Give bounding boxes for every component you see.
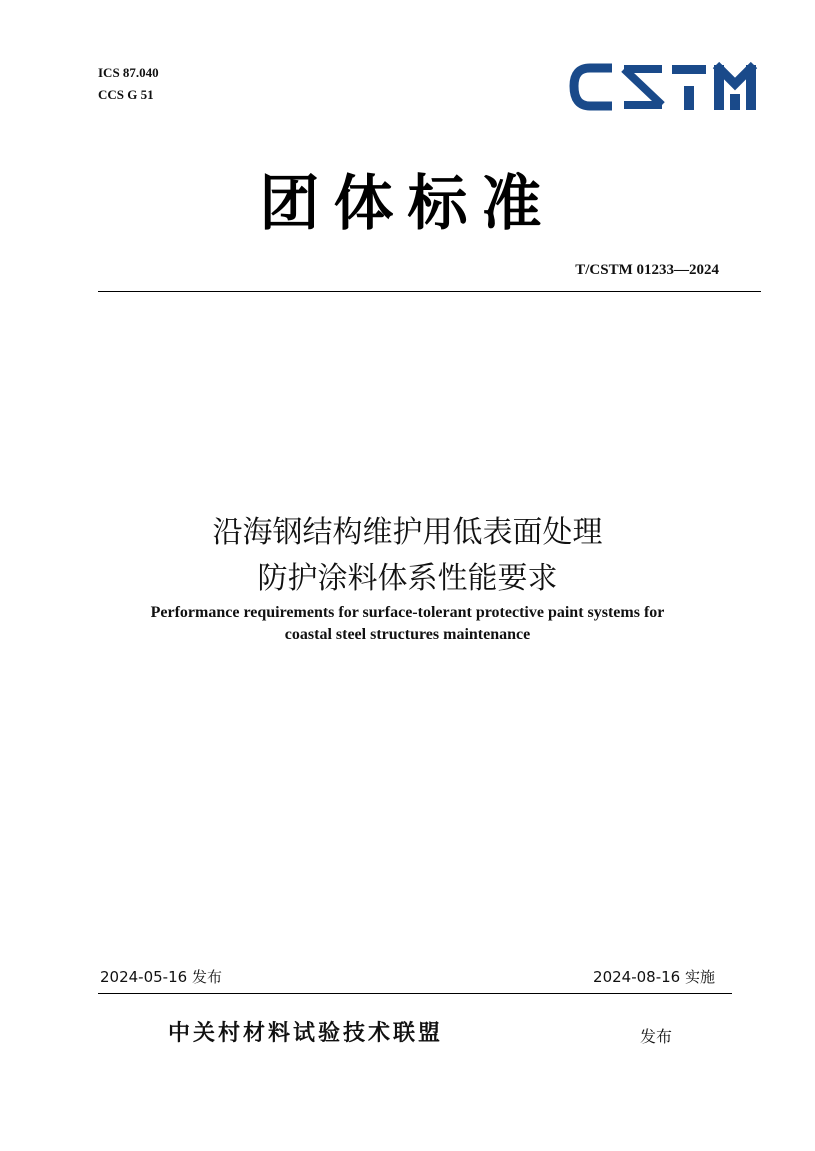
publish-label: 发布 xyxy=(640,1027,673,1046)
classification-codes xyxy=(98,62,159,106)
chinese-title-line-2: 防护涂料体系性能要求 xyxy=(257,561,558,596)
implementation-date: 2024-08-16 实施 xyxy=(593,968,715,986)
english-title-line-1: Performance requirements for surface-tolerant protective paint systems for xyxy=(150,604,665,621)
english-title xyxy=(0,602,815,646)
document-type-title: 团体标准 xyxy=(259,169,556,239)
top-divider xyxy=(98,291,761,292)
publishing-organization: 中关村材料试验技术联盟 xyxy=(168,1020,444,1046)
bottom-divider xyxy=(98,993,732,994)
standard-number: T/CSTM 01233—2024 xyxy=(575,262,719,278)
ccs-code: CCS G 51 xyxy=(98,87,154,102)
ics-code: ICS 87.040 xyxy=(98,65,159,80)
cstm-logo xyxy=(568,60,758,116)
chinese-title xyxy=(0,510,815,602)
issue-date: 2024-05-16 发布 xyxy=(100,968,222,986)
english-title-line-2: coastal steel structures maintenance xyxy=(284,626,531,643)
chinese-title-line-1: 沿海钢结构维护用低表面处理 xyxy=(212,515,603,550)
logo-text: CSTM xyxy=(568,60,571,61)
